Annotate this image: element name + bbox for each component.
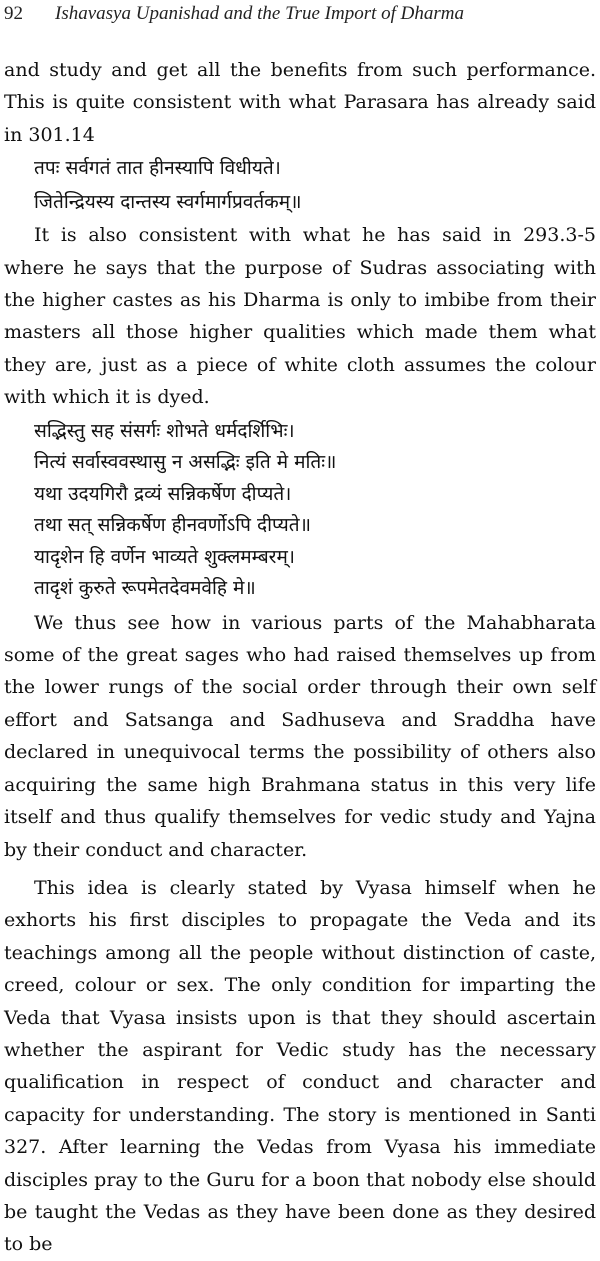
page-header: [0, 0, 600, 30]
verse-line: तादृशं कुरुते रूपमेतदेवमवेहि मे॥: [34, 577, 256, 600]
verse-line: यथा उदयगिरौ द्रव्यं सन्निकर्षेण दीप्यते।: [34, 482, 292, 505]
sanskrit-verse-2: [4, 416, 596, 605]
sanskrit-verse-1: [4, 151, 596, 219]
page-number: 92: [4, 3, 23, 24]
paragraph-1: and study and get all the benefits from such performance. This is quite consistent with what Parasara has already said in 301.14: [4, 59, 596, 146]
running-title: Ishavasya Upanishad and the True Import of Dharma: [55, 3, 465, 24]
paragraph-4: This idea is clearly stated by Vyasa himself when he exhorts his first disciples to propagate the Veda and its teachings among all the people without distinction of caste, creed, colour or sex. The only condition for imparting the Veda that Vyasa insists upon is that they should ascertain whether the aspirant for Vedic study has the necessary qualification in respect of conduct and character and capacity for understanding. The story is mentioned in Santi 327. After learning the Vedas from Vyasa his immediate disciples pray to the Guru for a boon that nobody else should be taught the Vedas as they have been done as they desired to be: [4, 876, 596, 1256]
paragraph-3: We thus see how in various parts of the Mahabharata some of the great sages who had raised themselves up from the lower rungs of the social order through their own self effort and Satsanga and Sadhuseva and Sraddha have declared in unequivocal terms the possibility of others also acquiring the same high Brahmana status in this very life itself and thus qualify themselves for vedic study and Yajna by their conduct and character.: [4, 611, 596, 861]
verse-line: तपः सर्वगतं तात हीनस्यापि विधीयते।: [34, 157, 281, 180]
verse-line: सद्भिस्तु सह संसर्गः शोभते धर्मदर्शिभिः।: [34, 419, 295, 442]
paragraph-2: It is also consistent with what he has said in 293.3-5 where he says that the purpose of Sudras associating with the higher castes as his Dharma is only to imbibe from their masters all those higher qualities which made them what they are, just as a piece of white cloth assumes the colour with which it is dyed.: [4, 224, 596, 409]
verse-line: नित्यं सर्वास्ववस्थासु न असद्भिः इति मे मतिः॥: [34, 451, 337, 474]
page-body: [4, 54, 596, 1261]
verse-line: तथा सत् सन्निकर्षेण हीनवर्णोऽपि दीप्यते॥: [34, 514, 311, 537]
verse-line: जितेन्द्रियस्य दान्तस्य स्वर्गमार्गप्रवर्तकम्॥: [34, 191, 302, 214]
verse-line: यादृशेन हि वर्णेन भाव्यते शुक्लमम्बरम्।: [34, 545, 296, 568]
